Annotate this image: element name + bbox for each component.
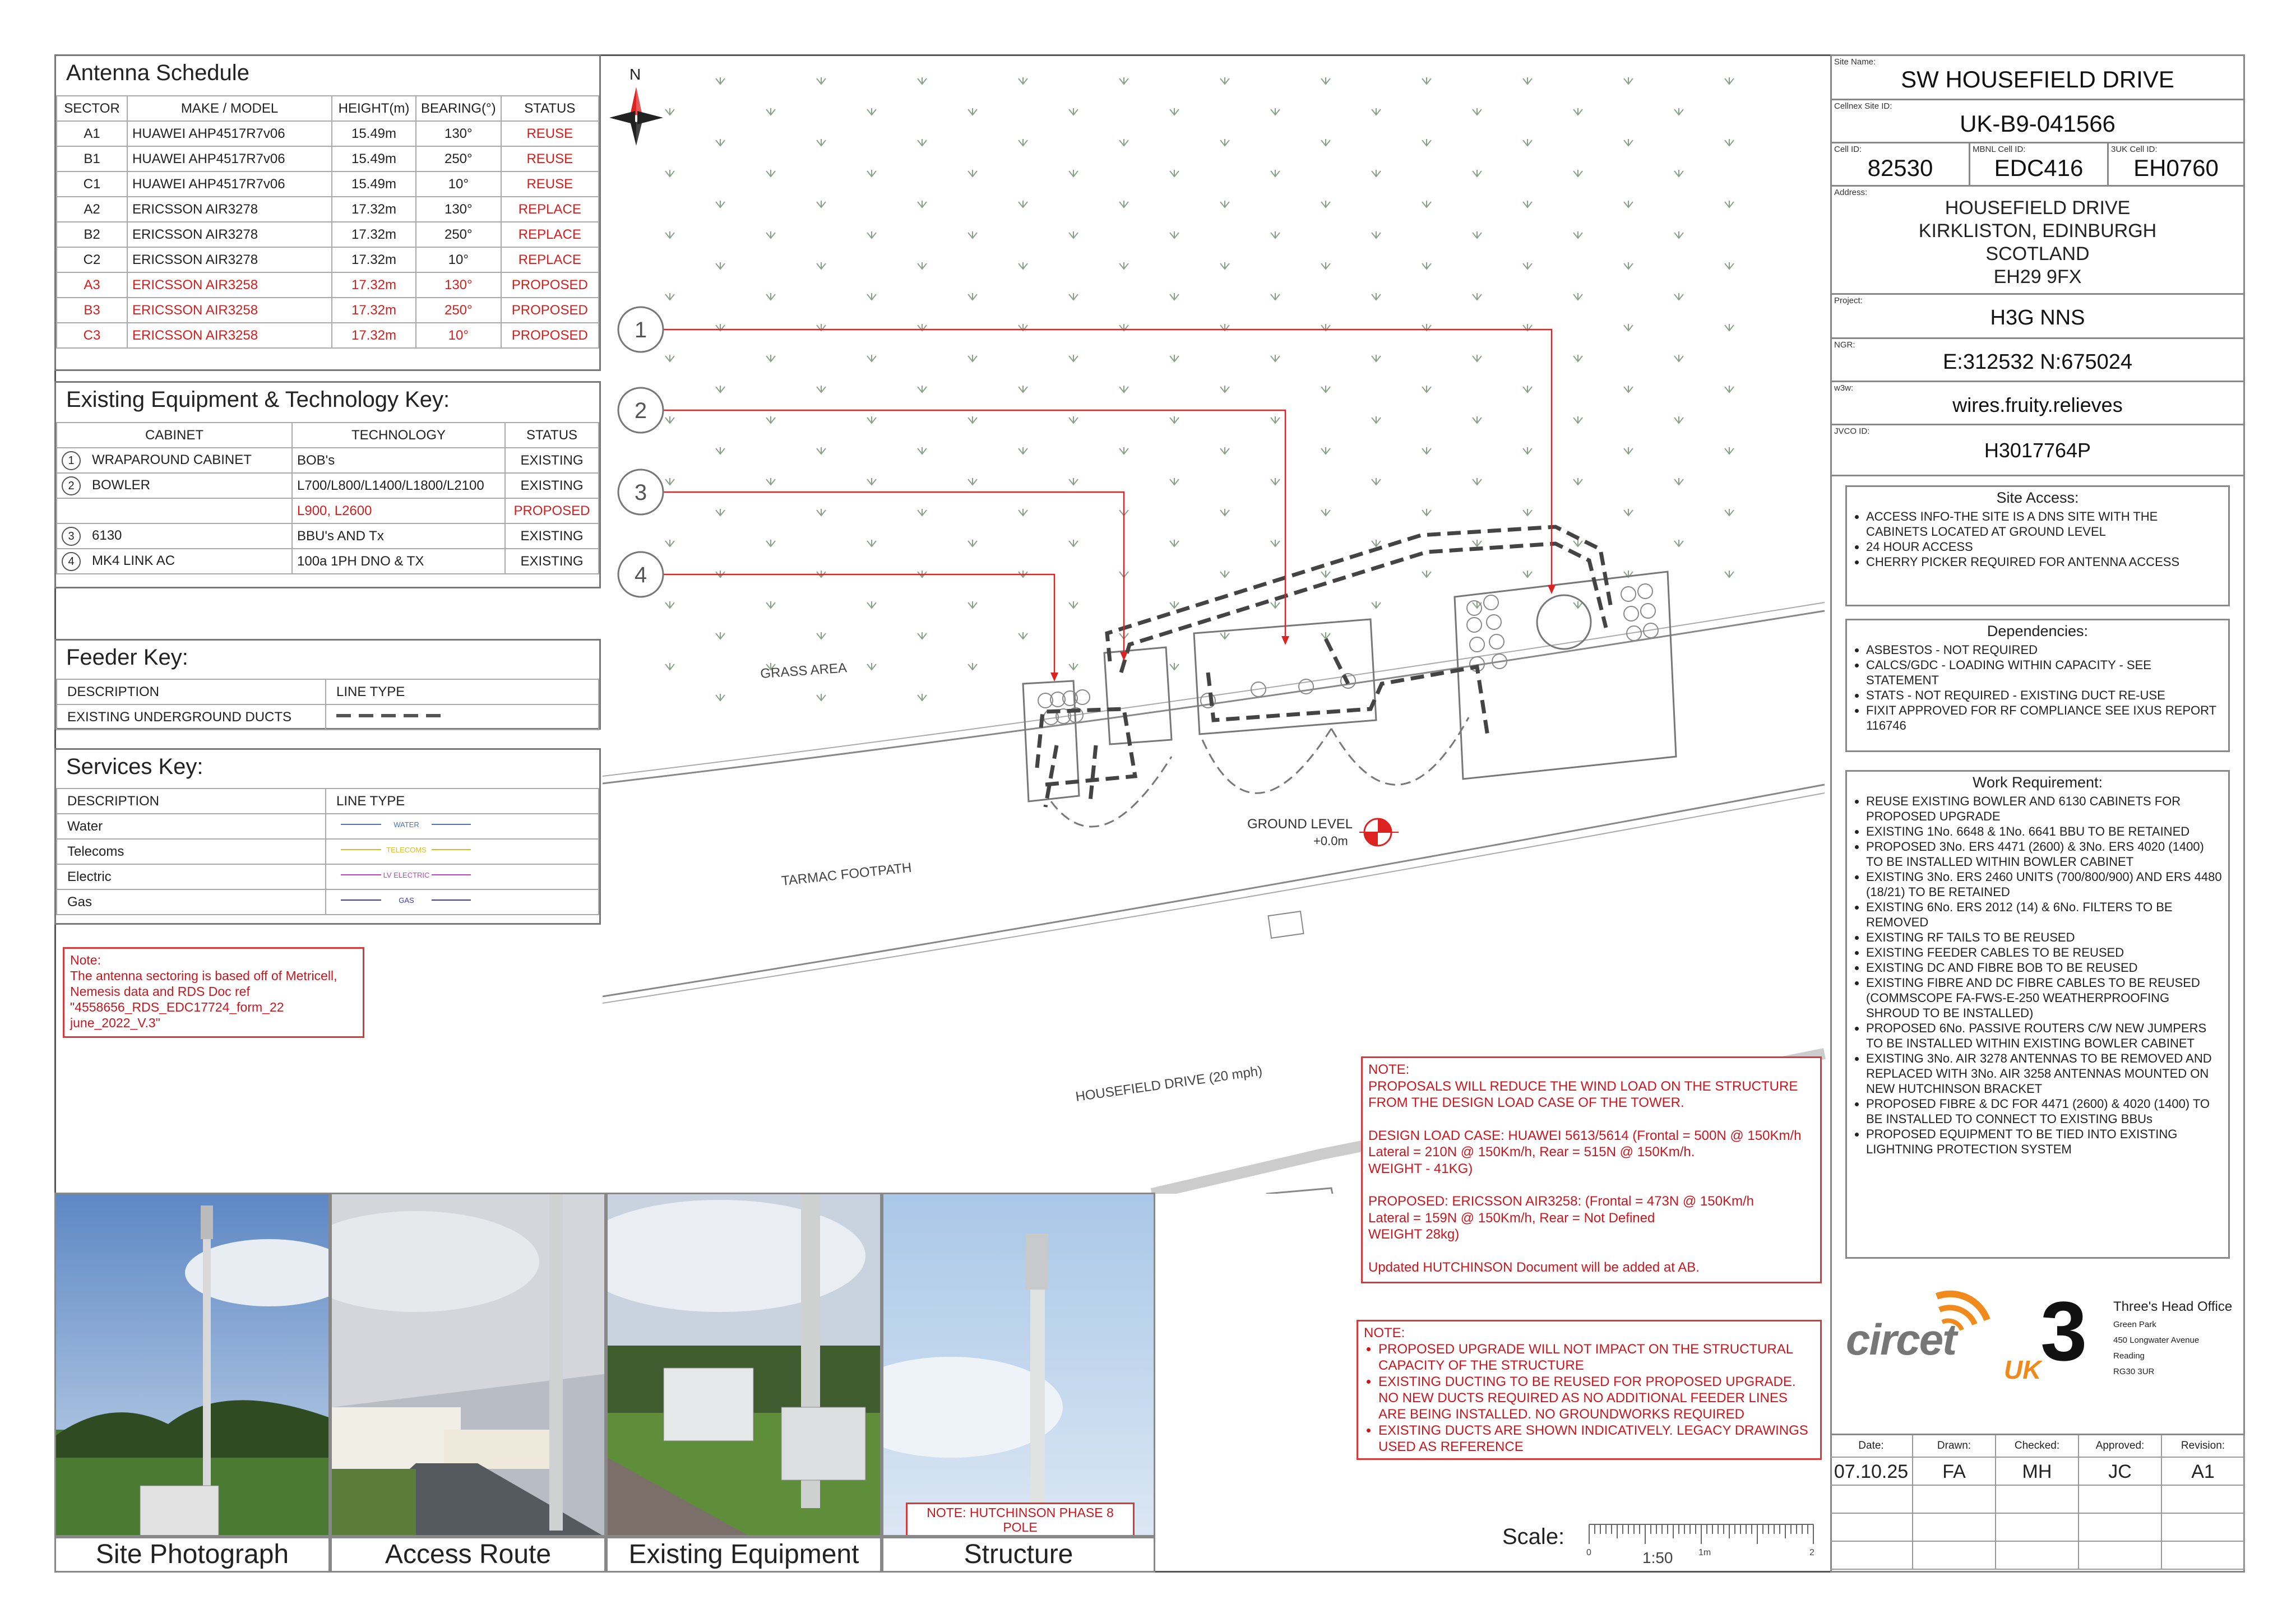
antenna-schedule-table	[56, 95, 599, 349]
wind-load-note: NOTE: PROPOSALS WILL REDUCE THE WIND LOAD ON THE STRUCTURE FROM THE DESIGN LOAD CASE OF THE TOWER. DESIGN LOAD CASE: HUAWEI 5613/5614 (Frontal = 500N @ 150Km/h Lateral = 210N @ 150Km/h, Rear = 515N @ 150Km/h. WEIGHT - 41KG) PROPOSED: ERICSSON AIR3258: (Frontal = 473N @ 150Km/h Lateral = 159N @ 150Km/h, Rear = Not Defined WEIGHT 28kg) Updated HUTCHINSON Document will be added at AB.	[1361, 1056, 1822, 1283]
table-header: DESCRIPTION LINE TYPE	[57, 679, 599, 704]
table-row: A1 HUAWEI AHP4517R7v06 15.49m 130° REUSE	[57, 121, 599, 146]
list-item: • ACCESS INFO-THE SITE IS A DNS SITE WITH THE CABINETS LOCATED AT GROUND LEVEL	[1866, 509, 2223, 539]
address-cell: Address: HOUSEFIELD DRIVE KIRKLISTON, EDINBURGH SCOTLAND EH29 9FX	[1830, 185, 2245, 295]
table-row: C3 ERICSSON AIR3258 17.32m 10° PROPOSED	[57, 323, 599, 348]
table-row: 4 MK4 LINK AC 100a 1PH DNO & TX EXISTING	[57, 549, 599, 574]
duct-line-sample	[326, 704, 599, 730]
revision-table: Date: 07.10.25 Drawn: FA Checked: MH Approved: JC Revision: A1	[1830, 1434, 2245, 1574]
sector-note: Note: The antenna sectoring is based off of Metricell, Nemesis data and RDS Doc ref "4558656_RDS_EDC17724_form_22 june_2022_V.3"	[63, 947, 364, 1038]
head-office: Three's Head Office Green Park 450 Longwater Avenue Reading RG30 3UR	[2113, 1299, 2233, 1376]
antenna-schedule-title: Antenna Schedule	[66, 61, 249, 85]
list-item: • EXISTING RF TAILS TO BE REUSED	[1866, 930, 2223, 945]
grass-hatch	[665, 77, 1734, 701]
table-row: 3 6130 BBU's AND Tx EXISTING	[57, 523, 599, 549]
callout-arrowheads	[1050, 585, 1556, 681]
address-line: KIRKLISTON, EDINBURGH	[1918, 220, 2157, 242]
feeder-key-panel	[54, 639, 601, 730]
uk3-cell: 3UK Cell ID: EH0760	[2107, 142, 2245, 187]
feeder-key-title: Feeder Key:	[66, 645, 188, 670]
jvco-cell: JVCO ID: H3017764P	[1830, 424, 2245, 476]
cabinet-number-badge: 2	[62, 476, 81, 495]
list-item: • PROPOSED 6No. PASSIVE ROUTERS C/W NEW JUMPERS TO BE INSTALLED WITHIN EXISTING BOWLER CABINET	[1866, 1021, 2223, 1051]
service-line-sample	[326, 814, 599, 839]
antenna-schedule-panel	[54, 54, 601, 371]
svg-text:1:50: 1:50	[1642, 1549, 1673, 1566]
equipment-key-panel	[54, 381, 601, 588]
list-item: • EXISTING FEEDER CABLES TO BE REUSED	[1866, 945, 2223, 960]
pole-note: NOTE: HUTCHINSON PHASE 8 POLE	[906, 1503, 1135, 1537]
site-name: SW HOUSEFIELD DRIVE	[1901, 66, 2174, 92]
project-cell: Project: H3G NNS	[1830, 293, 2245, 339]
address-line: HOUSEFIELD DRIVE	[1945, 197, 2131, 219]
north-arrow	[609, 66, 663, 146]
scale-label: Scale:	[1502, 1524, 1565, 1549]
table-row: A3 ERICSSON AIR3258 17.32m 130° PROPOSED	[57, 272, 599, 298]
circet-wordmark: circet	[1846, 1315, 1956, 1364]
list-item: • STATS - NOT REQUIRED - EXISTING DUCT RE-USE	[1866, 688, 2223, 703]
address-line: SCOTLAND	[1985, 243, 2090, 265]
table-header: SECTOR MAKE / MODEL HEIGHT(m) BEARING(°) STATUS	[57, 96, 599, 121]
services-key-table	[56, 788, 599, 915]
site-photograph-caption: Site Photograph	[54, 1537, 330, 1573]
table-row: L900, L2600 PROPOSED	[57, 498, 599, 523]
list-item: • 24 HOUR ACCESS	[1866, 539, 2223, 554]
cellnex-cell: Cellnex Site ID: UK-B9-041566	[1830, 99, 2245, 143]
mbnl-cell: MBNL Cell ID: EDC416	[1969, 142, 2109, 187]
list-item: • CALCS/GDC - LOADING WITHIN CAPACITY - SEE STATEMENT	[1866, 657, 2223, 688]
list-item: • FIXIT APPROVED FOR RF COMPLIANCE SEE IXUS REPORT 116746	[1866, 703, 2223, 733]
cabinet-number-badge: 1	[62, 451, 81, 470]
service-line-sample	[326, 864, 599, 889]
structure-photo	[882, 1193, 1155, 1537]
list-item: • CHERRY PICKER REQUIRED FOR ANTENNA ACCESS	[1866, 554, 2223, 569]
list-item: • EXISTING FIBRE AND DC FIBRE CABLES TO BE REUSED (COMMSCOPE FA-FWS-E-250 WEATHERPROOFING SHROUD TO BE INSTALLED)	[1866, 975, 2223, 1021]
callout-leaders	[653, 57, 1552, 673]
callout-number: 3	[634, 480, 647, 505]
callout-number: 2	[634, 398, 647, 423]
site-plan	[603, 56, 1830, 1194]
list-item: • EXISTING DUCTING TO BE REUSED FOR PROPOSED UPGRADE. NO NEW DUCTS REQUIRED AS NO ADDITIONAL FEEDER LINES ARE BEING INSTALLED. NO GROUNDWORKS REQUIRED	[1378, 1374, 1814, 1422]
table-row: Water WATER	[57, 814, 599, 839]
list-item: • EXISTING DUCTS ARE SHOWN INDICATIVELY. LEGACY DRAWINGS USED AS REFERENCE	[1378, 1422, 1814, 1455]
w3w-cell: w3w: wires.fruity.relieves	[1830, 381, 2245, 425]
list-item: • EXISTING 6No. ERS 2012 (14) & 6No. FILTERS TO BE REMOVED	[1866, 899, 2223, 930]
service-line-sample	[326, 839, 599, 864]
cabinet-number-badge: 4	[62, 552, 81, 571]
table-row: 2 BOWLER L700/L800/L1400/L1800/L2100 EXISTING	[57, 473, 599, 498]
list-item: • PROPOSED EQUIPMENT TO BE TIED INTO EXISTING LIGHTNING PROTECTION SYSTEM	[1866, 1126, 2223, 1157]
work-requirement-box: Work Requirement: • REUSE EXISTING BOWLER AND 6130 CABINETS FOR PROPOSED UPGRADE • EXISTING 1No. 6648 & 1No. 6641 BBU TO BE RETAINED • PROPOSED 3No. ERS 4471 (2600) & 3No. ERS 4020 (1400) TO BE INSTALLED WITHIN BOWLER CABINET • EXISTING 3No. ERS 2460 UNITS (700/800/900) AND ERS 4480 (18/21) TO BE RETAINED • EXISTING 6No. ERS 2012 (14) & 6No. FILTERS TO BE REMOVED • EXISTING RF TAILS TO BE REUSED • EXISTING FEEDER CABLES TO BE REUSED • EXISTING DC AND FIBRE BOB TO BE REUSED • EXISTING FIBRE AND DC FIBRE CABLES TO BE REUSED (COMMSCOPE FA-FWS-E-250 WEATHERPROOFING SHROUD TO BE INSTALLED) • PROPOSED 6No. PASSIVE ROUTERS C/W NEW JUMPERS TO BE INSTALLED WITHIN EXISTING BOWLER CABINET • EXISTING 3No. AIR 3278 ANTENNAS TO BE REMOVED AND REPLACED WITH 3No. AIR 3258 ANTENNAS MOUNTED ON NEW HUTCHINSON BRACKET • PROPOSED FIBRE & DC FOR 4471 (2600) & 4020 (1400) TO BE INSTALLED TO CONNECT TO EXISTING BBUs • PROPOSED EQUIPMENT TO BE TIED INTO EXISTING LIGHTNING PROTECTION SYSTEM	[1845, 770, 2230, 1259]
ground-level-value: +0.0m	[1313, 834, 1348, 848]
road-label: HOUSEFIELD DRIVE (20 mph)	[1075, 1063, 1263, 1105]
footpath-label: TARMAC FOOTPATH	[780, 860, 913, 889]
dependencies-box: Dependencies: • ASBESTOS - NOT REQUIRED • CALCS/GDC - LOADING WITHIN CAPACITY - SEE STATEMENT • STATS - NOT REQUIRED - EXISTING DUCT RE-USE • FIXIT APPROVED FOR RF COMPLIANCE SEE IXUS REPORT 116746	[1845, 619, 2230, 752]
cell-id-cell: Cell ID: 82530	[1830, 142, 1970, 187]
svg-text:TELECOMS: TELECOMS	[386, 846, 427, 854]
existing-equipment-caption: Existing Equipment	[606, 1537, 882, 1573]
list-item: • ASBESTOS - NOT REQUIRED	[1866, 642, 2223, 657]
table-row: B3 ERICSSON AIR3258 17.32m 250° PROPOSED	[57, 298, 599, 323]
svg-text:N: N	[629, 66, 641, 83]
equipment-key-table	[56, 422, 599, 574]
list-item: • EXISTING 3No. ERS 2460 UNITS (700/800/900) AND ERS 4480 (18/21) TO BE RETAINED	[1866, 869, 2223, 899]
table-row: A2 ERICSSON AIR3278 17.32m 130° REPLACE	[57, 197, 599, 222]
list-item: • PROPOSED 3No. ERS 4471 (2600) & 3No. ERS 4020 (1400) TO BE INSTALLED WITHIN BOWLER CABINET	[1866, 839, 2223, 869]
structure-caption: Structure	[882, 1537, 1155, 1573]
feeder-key-table	[56, 679, 599, 730]
service-line-sample	[326, 889, 599, 915]
access-route-caption: Access Route	[330, 1537, 606, 1573]
list-item: • REUSE EXISTING BOWLER AND 6130 CABINETS FOR PROPOSED UPGRADE	[1866, 794, 2223, 824]
access-route-photo	[330, 1193, 606, 1537]
services-key-panel	[54, 748, 601, 925]
svg-text:1m: 1m	[1698, 1548, 1711, 1557]
svg-text:2: 2	[1809, 1548, 1814, 1557]
three-logo: 3	[2040, 1284, 2087, 1378]
address-line: EH29 9FX	[1993, 266, 2082, 287]
cabinet-number-badge: 3	[62, 527, 81, 546]
circet-logo: circet UK	[1841, 1286, 2038, 1393]
list-item: • EXISTING 3No. AIR 3278 ANTENNAS TO BE REMOVED AND REPLACED WITH 3No. AIR 3258 ANTENNAS MOUNTED ON NEW HUTCHINSON BRACKET	[1866, 1051, 2223, 1096]
equipment-key-title: Existing Equipment & Technology Key:	[66, 387, 450, 412]
existing-equipment-photo	[606, 1193, 882, 1537]
table-row: B2 ERICSSON AIR3278 17.32m 250° REPLACE	[57, 222, 599, 247]
table-row: C2 ERICSSON AIR3278 17.32m 10° REPLACE	[57, 247, 599, 272]
table-row: EXISTING UNDERGROUND DUCTS	[57, 704, 599, 730]
list-item: • EXISTING DC AND FIBRE BOB TO BE REUSED	[1866, 960, 2223, 975]
callout-number: 4	[634, 563, 647, 587]
callout-number: 1	[634, 318, 647, 342]
table-row: B1 HUAWEI AHP4517R7v06 15.49m 250° REUSE	[57, 146, 599, 171]
svg-text:LV ELECTRIC: LV ELECTRIC	[383, 871, 430, 879]
table-header: DESCRIPTION LINE TYPE	[57, 789, 599, 814]
site-access-box: Site Access: • ACCESS INFO-THE SITE IS A DNS SITE WITH THE CABINETS LOCATED AT GROUND LEVEL • 24 HOUR ACCESS • CHERRY PICKER REQUIRED FOR ANTENNA ACCESS	[1845, 485, 2230, 606]
cable-entries	[1038, 584, 1658, 725]
scale-bar	[1586, 1516, 1822, 1566]
callout-markers	[618, 307, 663, 597]
ground-level-label: GROUND LEVEL	[1247, 817, 1353, 832]
table-row: Telecoms TELECOMS	[57, 839, 599, 864]
list-item: • PROPOSED FIBRE & DC FOR 4471 (2600) & 4020 (1400) TO BE INSTALLED TO CONNECT TO EXISTING BBUs	[1866, 1096, 2223, 1126]
equipment-compound	[1023, 572, 1676, 827]
grass-area-label: GRASS AREA	[760, 660, 848, 681]
table-row: Electric LV ELECTRIC	[57, 864, 599, 889]
services-key-title: Services Key:	[66, 754, 203, 779]
upgrade-note: NOTE: • PROPOSED UPGRADE WILL NOT IMPACT ON THE STRUCTURAL CAPACITY OF THE STRUCTURE • EXISTING DUCTING TO BE REUSED FOR PROPOSED UPGRADE. NO NEW DUCTS REQUIRED AS NO ADDITIONAL FEEDER LINES ARE BEING INSTALLED. NO GROUNDWORKS REQUIRED • EXISTING DUCTS ARE SHOWN INDICATIVELY. LEGACY DRAWINGS USED AS REFERENCE	[1357, 1320, 1822, 1460]
svg-text:GAS: GAS	[399, 896, 414, 905]
list-item: • PROPOSED UPGRADE WILL NOT IMPACT ON THE STRUCTURAL CAPACITY OF THE STRUCTURE	[1378, 1341, 1814, 1374]
list-item: • EXISTING 1No. 6648 & 1No. 6641 BBU TO BE RETAINED	[1866, 824, 2223, 839]
level-marker-icon	[1359, 819, 1399, 846]
svg-text:0: 0	[1586, 1548, 1591, 1557]
table-row: C1 HUAWEI AHP4517R7v06 15.49m 10° REUSE	[57, 171, 599, 197]
ngr-cell: NGR: E:312532 N:675024	[1830, 337, 2245, 382]
site-photograph	[54, 1193, 330, 1537]
cellnex-id: UK-B9-041566	[1960, 110, 2116, 137]
table-row: Gas GAS	[57, 889, 599, 915]
table-header: CABINET TECHNOLOGY STATUS	[57, 423, 599, 448]
table-row: 1 WRAPAROUND CABINET BOB's EXISTING	[57, 448, 599, 473]
site-name-cell: Site Name: SW HOUSEFIELD DRIVE	[1830, 54, 2245, 100]
svg-text:WATER: WATER	[394, 820, 419, 829]
